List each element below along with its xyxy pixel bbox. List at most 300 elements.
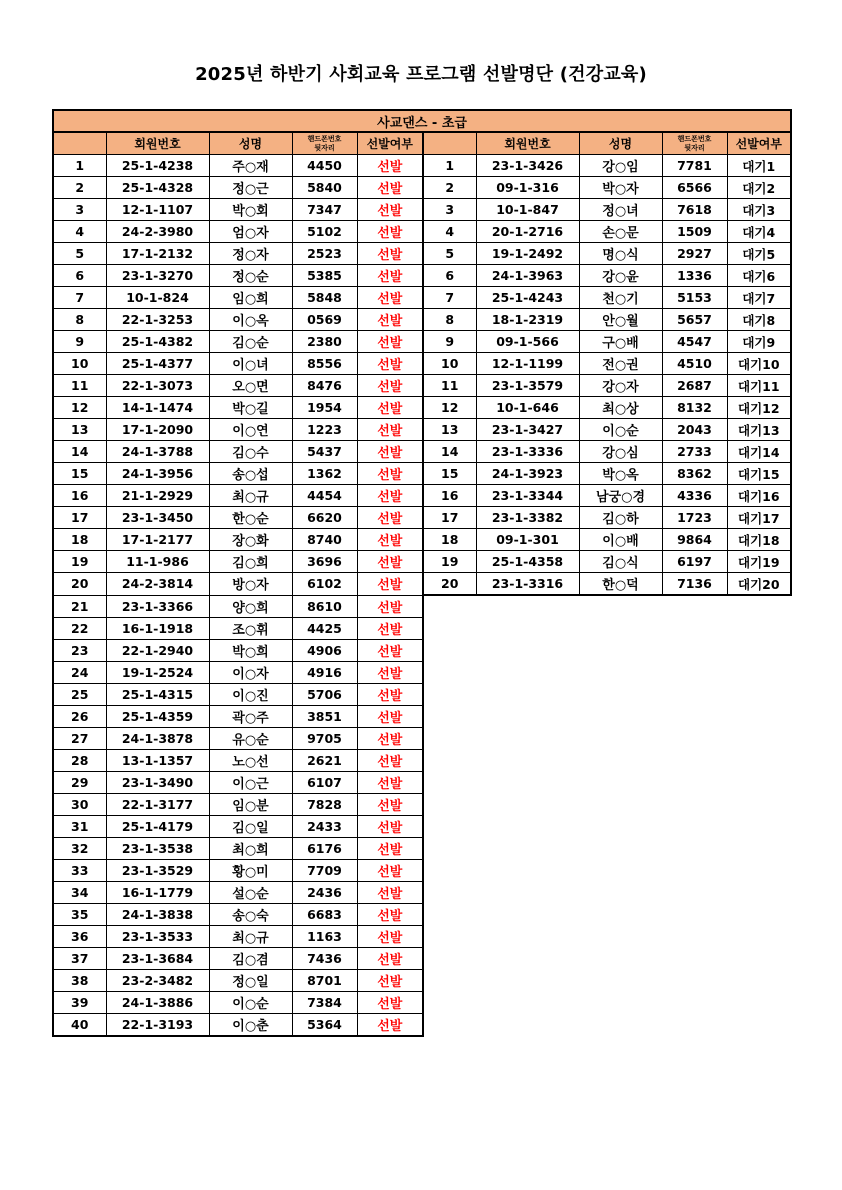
empty-cell bbox=[579, 793, 662, 815]
empty-cell bbox=[476, 661, 579, 683]
selected-name-cell: 김○희 bbox=[209, 551, 292, 573]
selected-member-id-cell: 21-1-2929 bbox=[106, 485, 209, 507]
selected-member-id-cell: 23-1-3533 bbox=[106, 925, 209, 947]
waitlist-name-cell: 최○상 bbox=[579, 397, 662, 419]
selected-no-cell: 14 bbox=[53, 441, 106, 463]
waitlist-no-cell: 2 bbox=[423, 177, 476, 199]
selected-member-id-cell: 14-1-1474 bbox=[106, 397, 209, 419]
selected-member-id-cell: 23-2-3482 bbox=[106, 969, 209, 991]
header-status: 선발여부 bbox=[357, 132, 423, 155]
selected-status-cell: 선발 bbox=[357, 155, 423, 177]
empty-cell bbox=[727, 881, 791, 903]
empty-cell bbox=[727, 705, 791, 727]
selected-name-cell: 오○면 bbox=[209, 375, 292, 397]
selected-member-id-cell: 22-1-3073 bbox=[106, 375, 209, 397]
table-row bbox=[53, 573, 791, 596]
waitlist-status-cell: 대기16 bbox=[727, 485, 791, 507]
waitlist-no-cell: 6 bbox=[423, 265, 476, 287]
table-row bbox=[53, 771, 791, 793]
selected-phone-last4-cell: 2380 bbox=[292, 331, 357, 353]
selected-no-cell: 4 bbox=[53, 221, 106, 243]
selected-name-cell: 최○희 bbox=[209, 837, 292, 859]
table-row bbox=[53, 903, 791, 925]
table-row bbox=[53, 595, 791, 617]
waitlist-status-cell: 대기9 bbox=[727, 331, 791, 353]
empty-cell bbox=[423, 903, 476, 925]
empty-cell bbox=[476, 837, 579, 859]
selected-member-id-cell: 25-1-4359 bbox=[106, 705, 209, 727]
empty-cell bbox=[423, 727, 476, 749]
waitlist-phone-last4-cell: 4336 bbox=[662, 485, 727, 507]
empty-cell bbox=[727, 793, 791, 815]
empty-cell bbox=[423, 859, 476, 881]
waitlist-phone-last4-cell: 2927 bbox=[662, 243, 727, 265]
table-row bbox=[53, 859, 791, 881]
selected-no-cell: 5 bbox=[53, 243, 106, 265]
empty-cell bbox=[476, 991, 579, 1013]
selected-member-id-cell: 23-1-3450 bbox=[106, 507, 209, 529]
selected-name-cell: 유○순 bbox=[209, 727, 292, 749]
selected-phone-last4-cell: 3851 bbox=[292, 705, 357, 727]
waitlist-phone-last4-cell: 7136 bbox=[662, 573, 727, 596]
selected-phone-last4-cell: 6107 bbox=[292, 771, 357, 793]
selected-no-cell: 15 bbox=[53, 463, 106, 485]
waitlist-status-cell: 대기1 bbox=[727, 155, 791, 177]
empty-cell bbox=[727, 683, 791, 705]
empty-cell bbox=[423, 793, 476, 815]
selected-phone-last4-cell: 4454 bbox=[292, 485, 357, 507]
empty-cell bbox=[662, 1013, 727, 1036]
selected-status-cell: 선발 bbox=[357, 661, 423, 683]
table-row bbox=[53, 199, 791, 221]
waitlist-phone-last4-cell: 6197 bbox=[662, 551, 727, 573]
waitlist-no-cell: 1 bbox=[423, 155, 476, 177]
waitlist-status-cell: 대기20 bbox=[727, 573, 791, 596]
waitlist-name-cell: 박○자 bbox=[579, 177, 662, 199]
waitlist-status-cell: 대기13 bbox=[727, 419, 791, 441]
selected-phone-last4-cell: 4425 bbox=[292, 617, 357, 639]
table-row bbox=[53, 815, 791, 837]
selected-name-cell: 이○녀 bbox=[209, 353, 292, 375]
selected-member-id-cell: 22-1-3193 bbox=[106, 1013, 209, 1036]
waitlist-no-cell: 18 bbox=[423, 529, 476, 551]
empty-cell bbox=[423, 683, 476, 705]
empty-cell bbox=[579, 595, 662, 617]
empty-cell bbox=[423, 837, 476, 859]
table-row bbox=[53, 353, 791, 375]
selected-no-cell: 3 bbox=[53, 199, 106, 221]
selected-phone-last4-cell: 7828 bbox=[292, 793, 357, 815]
selected-member-id-cell: 19-1-2524 bbox=[106, 661, 209, 683]
table-row bbox=[53, 397, 791, 419]
selected-no-cell: 21 bbox=[53, 595, 106, 617]
selected-no-cell: 22 bbox=[53, 617, 106, 639]
waitlist-member-id-cell: 18-1-2319 bbox=[476, 309, 579, 331]
selected-status-cell: 선발 bbox=[357, 1013, 423, 1036]
selected-no-cell: 38 bbox=[53, 969, 106, 991]
waitlist-phone-last4-cell: 8362 bbox=[662, 463, 727, 485]
empty-cell bbox=[423, 639, 476, 661]
selected-status-cell: 선발 bbox=[357, 749, 423, 771]
empty-cell bbox=[476, 969, 579, 991]
selected-status-cell: 선발 bbox=[357, 837, 423, 859]
selected-member-id-cell: 23-1-3270 bbox=[106, 265, 209, 287]
selected-name-cell: 정○순 bbox=[209, 265, 292, 287]
selected-phone-last4-cell: 1954 bbox=[292, 397, 357, 419]
waitlist-phone-last4-cell: 2733 bbox=[662, 441, 727, 463]
selected-member-id-cell: 23-1-3366 bbox=[106, 595, 209, 617]
waitlist-name-cell: 명○식 bbox=[579, 243, 662, 265]
empty-cell bbox=[579, 727, 662, 749]
waitlist-name-cell: 박○옥 bbox=[579, 463, 662, 485]
selected-member-id-cell: 17-1-2090 bbox=[106, 419, 209, 441]
waitlist-no-cell: 11 bbox=[423, 375, 476, 397]
waitlist-name-cell: 강○윤 bbox=[579, 265, 662, 287]
selected-phone-last4-cell: 6683 bbox=[292, 903, 357, 925]
table-row bbox=[53, 309, 791, 331]
empty-cell bbox=[579, 771, 662, 793]
empty-cell bbox=[662, 859, 727, 881]
empty-cell bbox=[476, 749, 579, 771]
selected-name-cell: 이○순 bbox=[209, 991, 292, 1013]
selected-name-cell: 엄○자 bbox=[209, 221, 292, 243]
table-row bbox=[53, 485, 791, 507]
header-phone-2 bbox=[662, 132, 727, 155]
empty-cell bbox=[662, 881, 727, 903]
empty-cell bbox=[662, 771, 727, 793]
table-row bbox=[53, 221, 791, 243]
section-title: 사교댄스 - 초급 bbox=[53, 110, 791, 132]
selected-no-cell: 26 bbox=[53, 705, 106, 727]
selected-status-cell: 선발 bbox=[357, 463, 423, 485]
table-row bbox=[53, 463, 791, 485]
empty-cell bbox=[476, 639, 579, 661]
empty-cell bbox=[423, 991, 476, 1013]
empty-cell bbox=[579, 617, 662, 639]
table-row bbox=[53, 925, 791, 947]
waitlist-status-cell: 대기18 bbox=[727, 529, 791, 551]
selected-no-cell: 11 bbox=[53, 375, 106, 397]
selected-status-cell: 선발 bbox=[357, 331, 423, 353]
empty-cell bbox=[662, 727, 727, 749]
selected-phone-last4-cell: 5385 bbox=[292, 265, 357, 287]
table-row bbox=[53, 749, 791, 771]
empty-cell bbox=[579, 815, 662, 837]
empty-cell bbox=[476, 617, 579, 639]
selected-name-cell: 김○일 bbox=[209, 815, 292, 837]
empty-cell bbox=[727, 859, 791, 881]
waitlist-phone-last4-cell: 5657 bbox=[662, 309, 727, 331]
selected-status-cell: 선발 bbox=[357, 617, 423, 639]
table-row bbox=[53, 639, 791, 661]
table-row bbox=[53, 507, 791, 529]
selected-name-cell: 양○희 bbox=[209, 595, 292, 617]
waitlist-member-id-cell: 12-1-1199 bbox=[476, 353, 579, 375]
table-row bbox=[53, 1013, 791, 1036]
table-row bbox=[53, 705, 791, 727]
selected-phone-last4-cell: 2523 bbox=[292, 243, 357, 265]
waitlist-name-cell: 남궁○경 bbox=[579, 485, 662, 507]
selected-member-id-cell: 24-1-3838 bbox=[106, 903, 209, 925]
empty-cell bbox=[727, 749, 791, 771]
table-row bbox=[53, 881, 791, 903]
waitlist-name-cell: 손○문 bbox=[579, 221, 662, 243]
empty-cell bbox=[662, 947, 727, 969]
empty-cell bbox=[579, 705, 662, 727]
empty-cell bbox=[727, 837, 791, 859]
waitlist-member-id-cell: 23-1-3344 bbox=[476, 485, 579, 507]
selected-name-cell: 정○근 bbox=[209, 177, 292, 199]
selected-no-cell: 23 bbox=[53, 639, 106, 661]
page-title: 2025년 하반기 사회교육 프로그램 선발명단 (건강교육) bbox=[195, 64, 647, 85]
selected-no-cell: 25 bbox=[53, 683, 106, 705]
waitlist-status-cell: 대기17 bbox=[727, 507, 791, 529]
table-row bbox=[53, 969, 791, 991]
empty-cell bbox=[579, 903, 662, 925]
empty-cell bbox=[727, 771, 791, 793]
waitlist-member-id-cell: 23-1-3427 bbox=[476, 419, 579, 441]
selected-name-cell: 박○길 bbox=[209, 397, 292, 419]
empty-cell bbox=[662, 617, 727, 639]
selected-name-cell: 박○회 bbox=[209, 199, 292, 221]
selected-no-cell: 7 bbox=[53, 287, 106, 309]
waitlist-phone-last4-cell: 1509 bbox=[662, 221, 727, 243]
section-banner-row bbox=[53, 110, 791, 132]
table-row bbox=[53, 661, 791, 683]
table-row bbox=[53, 617, 791, 639]
selected-member-id-cell: 24-1-3878 bbox=[106, 727, 209, 749]
waitlist-phone-last4-cell: 7781 bbox=[662, 155, 727, 177]
empty-cell bbox=[662, 683, 727, 705]
waitlist-member-id-cell: 10-1-646 bbox=[476, 397, 579, 419]
header-no-2 bbox=[423, 132, 476, 155]
selected-status-cell: 선발 bbox=[357, 903, 423, 925]
selected-no-cell: 36 bbox=[53, 925, 106, 947]
empty-cell bbox=[727, 639, 791, 661]
waitlist-member-id-cell: 25-1-4243 bbox=[476, 287, 579, 309]
empty-cell bbox=[727, 727, 791, 749]
selected-phone-last4-cell: 7436 bbox=[292, 947, 357, 969]
waitlist-member-id-cell: 24-1-3923 bbox=[476, 463, 579, 485]
selected-status-cell: 선발 bbox=[357, 947, 423, 969]
waitlist-member-id-cell: 23-1-3426 bbox=[476, 155, 579, 177]
waitlist-no-cell: 3 bbox=[423, 199, 476, 221]
empty-cell bbox=[727, 595, 791, 617]
table-row bbox=[53, 243, 791, 265]
empty-cell bbox=[476, 815, 579, 837]
selected-status-cell: 선발 bbox=[357, 441, 423, 463]
selected-name-cell: 황○미 bbox=[209, 859, 292, 881]
selected-no-cell: 32 bbox=[53, 837, 106, 859]
selected-status-cell: 선발 bbox=[357, 507, 423, 529]
selected-phone-last4-cell: 5364 bbox=[292, 1013, 357, 1036]
selected-name-cell: 정○일 bbox=[209, 969, 292, 991]
selected-phone-last4-cell: 1163 bbox=[292, 925, 357, 947]
selected-status-cell: 선발 bbox=[357, 969, 423, 991]
selected-status-cell: 선발 bbox=[357, 199, 423, 221]
selected-no-cell: 30 bbox=[53, 793, 106, 815]
table-row bbox=[53, 793, 791, 815]
selected-member-id-cell: 13-1-1357 bbox=[106, 749, 209, 771]
header-phone-line2-2: 뒷자리 bbox=[684, 143, 705, 152]
selected-name-cell: 송○섭 bbox=[209, 463, 292, 485]
waitlist-no-cell: 12 bbox=[423, 397, 476, 419]
header-member-id-2: 회원번호 bbox=[476, 132, 579, 155]
header-row bbox=[53, 132, 791, 155]
selected-name-cell: 이○근 bbox=[209, 771, 292, 793]
empty-cell bbox=[662, 815, 727, 837]
waitlist-no-cell: 7 bbox=[423, 287, 476, 309]
selected-no-cell: 10 bbox=[53, 353, 106, 375]
empty-cell bbox=[423, 1013, 476, 1036]
empty-cell bbox=[579, 683, 662, 705]
selected-no-cell: 24 bbox=[53, 661, 106, 683]
waitlist-phone-last4-cell: 4547 bbox=[662, 331, 727, 353]
selected-status-cell: 선발 bbox=[357, 485, 423, 507]
empty-cell bbox=[662, 969, 727, 991]
selected-name-cell: 박○희 bbox=[209, 639, 292, 661]
selected-status-cell: 선발 bbox=[357, 529, 423, 551]
selected-status-cell: 선발 bbox=[357, 309, 423, 331]
table-row bbox=[53, 155, 791, 177]
empty-cell bbox=[423, 969, 476, 991]
waitlist-member-id-cell: 25-1-4358 bbox=[476, 551, 579, 573]
selected-status-cell: 선발 bbox=[357, 177, 423, 199]
waitlist-phone-last4-cell: 5153 bbox=[662, 287, 727, 309]
selected-name-cell: 이○춘 bbox=[209, 1013, 292, 1036]
header-name-2: 성명 bbox=[579, 132, 662, 155]
table-row bbox=[53, 991, 791, 1013]
empty-cell bbox=[476, 595, 579, 617]
selected-member-id-cell: 11-1-986 bbox=[106, 551, 209, 573]
selected-member-id-cell: 22-1-3177 bbox=[106, 793, 209, 815]
empty-cell bbox=[662, 705, 727, 727]
empty-cell bbox=[476, 705, 579, 727]
selected-no-cell: 27 bbox=[53, 727, 106, 749]
waitlist-name-cell: 이○배 bbox=[579, 529, 662, 551]
selected-no-cell: 13 bbox=[53, 419, 106, 441]
selected-status-cell: 선발 bbox=[357, 639, 423, 661]
waitlist-phone-last4-cell: 4510 bbox=[662, 353, 727, 375]
selected-status-cell: 선발 bbox=[357, 859, 423, 881]
selected-no-cell: 28 bbox=[53, 749, 106, 771]
selected-member-id-cell: 23-1-3538 bbox=[106, 837, 209, 859]
selected-name-cell: 조○휘 bbox=[209, 617, 292, 639]
selected-phone-last4-cell: 9705 bbox=[292, 727, 357, 749]
waitlist-status-cell: 대기5 bbox=[727, 243, 791, 265]
table-row bbox=[53, 375, 791, 397]
waitlist-status-cell: 대기12 bbox=[727, 397, 791, 419]
waitlist-no-cell: 5 bbox=[423, 243, 476, 265]
waitlist-member-id-cell: 09-1-316 bbox=[476, 177, 579, 199]
selected-name-cell: 임○희 bbox=[209, 287, 292, 309]
selected-status-cell: 선발 bbox=[357, 705, 423, 727]
empty-cell bbox=[476, 925, 579, 947]
empty-cell bbox=[662, 925, 727, 947]
waitlist-phone-last4-cell: 8132 bbox=[662, 397, 727, 419]
selected-phone-last4-cell: 3696 bbox=[292, 551, 357, 573]
selected-name-cell: 장○화 bbox=[209, 529, 292, 551]
selected-name-cell: 곽○주 bbox=[209, 705, 292, 727]
waitlist-member-id-cell: 10-1-847 bbox=[476, 199, 579, 221]
empty-cell bbox=[727, 1013, 791, 1036]
selected-no-cell: 31 bbox=[53, 815, 106, 837]
selected-name-cell: 이○연 bbox=[209, 419, 292, 441]
waitlist-name-cell: 강○자 bbox=[579, 375, 662, 397]
table-row bbox=[53, 331, 791, 353]
waitlist-name-cell: 김○하 bbox=[579, 507, 662, 529]
empty-cell bbox=[727, 661, 791, 683]
waitlist-no-cell: 14 bbox=[423, 441, 476, 463]
table-row bbox=[53, 177, 791, 199]
selection-table bbox=[52, 109, 792, 1037]
empty-cell bbox=[662, 661, 727, 683]
waitlist-status-cell: 대기7 bbox=[727, 287, 791, 309]
selected-name-cell: 노○선 bbox=[209, 749, 292, 771]
header-phone-line1-2: 핸드폰번호 bbox=[677, 134, 712, 143]
empty-cell bbox=[727, 617, 791, 639]
table-row bbox=[53, 727, 791, 749]
selected-member-id-cell: 16-1-1918 bbox=[106, 617, 209, 639]
selected-no-cell: 6 bbox=[53, 265, 106, 287]
selected-status-cell: 선발 bbox=[357, 881, 423, 903]
empty-cell bbox=[579, 947, 662, 969]
selected-member-id-cell: 12-1-1107 bbox=[106, 199, 209, 221]
selected-member-id-cell: 24-1-3788 bbox=[106, 441, 209, 463]
header-phone bbox=[292, 132, 357, 155]
selected-member-id-cell: 24-1-3956 bbox=[106, 463, 209, 485]
selected-no-cell: 16 bbox=[53, 485, 106, 507]
selected-member-id-cell: 23-1-3529 bbox=[106, 859, 209, 881]
selected-phone-last4-cell: 1223 bbox=[292, 419, 357, 441]
empty-cell bbox=[727, 969, 791, 991]
selected-status-cell: 선발 bbox=[357, 595, 423, 617]
waitlist-member-id-cell: 23-1-3316 bbox=[476, 573, 579, 596]
selected-phone-last4-cell: 8701 bbox=[292, 969, 357, 991]
empty-cell bbox=[476, 793, 579, 815]
selected-status-cell: 선발 bbox=[357, 925, 423, 947]
waitlist-phone-last4-cell: 1723 bbox=[662, 507, 727, 529]
selected-member-id-cell: 25-1-4238 bbox=[106, 155, 209, 177]
waitlist-phone-last4-cell: 2687 bbox=[662, 375, 727, 397]
selected-no-cell: 33 bbox=[53, 859, 106, 881]
empty-cell bbox=[727, 991, 791, 1013]
header-name: 성명 bbox=[209, 132, 292, 155]
selected-name-cell: 최○규 bbox=[209, 925, 292, 947]
selected-name-cell: 한○순 bbox=[209, 507, 292, 529]
selected-status-cell: 선발 bbox=[357, 771, 423, 793]
selected-phone-last4-cell: 6102 bbox=[292, 573, 357, 596]
table-row bbox=[53, 551, 791, 573]
waitlist-no-cell: 15 bbox=[423, 463, 476, 485]
header-no bbox=[53, 132, 106, 155]
header-phone-line1: 핸드폰번호 bbox=[307, 134, 342, 143]
selected-status-cell: 선발 bbox=[357, 793, 423, 815]
waitlist-no-cell: 16 bbox=[423, 485, 476, 507]
selected-name-cell: 임○분 bbox=[209, 793, 292, 815]
empty-cell bbox=[727, 947, 791, 969]
selected-name-cell: 김○순 bbox=[209, 331, 292, 353]
waitlist-phone-last4-cell: 9864 bbox=[662, 529, 727, 551]
selected-phone-last4-cell: 8610 bbox=[292, 595, 357, 617]
table-body bbox=[53, 110, 791, 1036]
selected-member-id-cell: 17-1-2132 bbox=[106, 243, 209, 265]
selected-status-cell: 선발 bbox=[357, 375, 423, 397]
waitlist-status-cell: 대기14 bbox=[727, 441, 791, 463]
selected-member-id-cell: 24-2-3814 bbox=[106, 573, 209, 596]
selected-member-id-cell: 24-2-3980 bbox=[106, 221, 209, 243]
selected-phone-last4-cell: 5706 bbox=[292, 683, 357, 705]
